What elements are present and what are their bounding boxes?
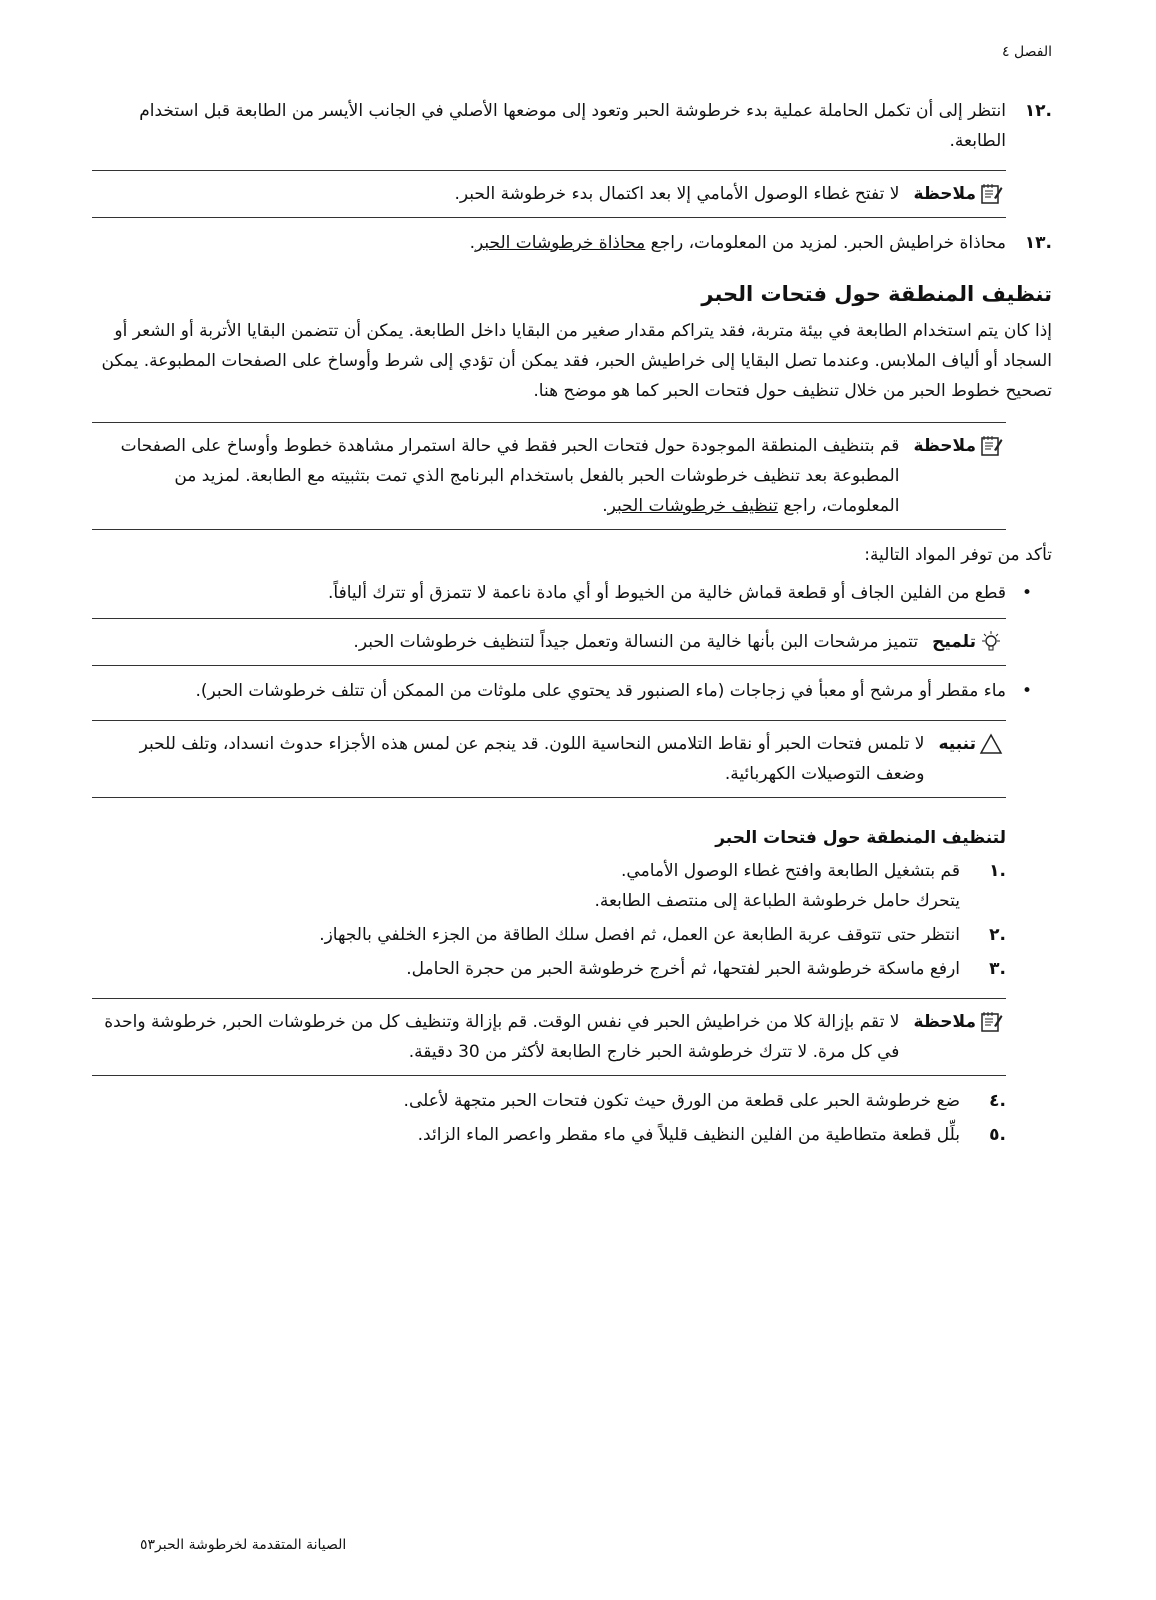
- footer-title: الصيانة المتقدمة لخرطوشة الحبر: [155, 1537, 347, 1553]
- main-content: [92, 96, 1052, 1150]
- note-text-body: قم بتنظيف المنطقة الموجودة حول فتحات الحبر فقط في حالة استمرار مشاهدة خطوط وأوساخ على الصفحات المطبوعة بعد تنظيف خرطوشات الحبر بالفعل باستخدام البرنامج الذي تمت بتثبيته مع الطابعة. لمزيد من المعلومات، راجع: [120, 436, 900, 516]
- procedure-step-3: [92, 954, 1006, 984]
- bullet-icon: •: [1021, 681, 1032, 701]
- materials-intro: تأكد من توفر المواد التالية:: [864, 545, 1052, 565]
- align-cartridges-link[interactable]: محاذاة خرطوشات الحبر: [474, 233, 646, 253]
- note-label: ملاحظة: [913, 436, 976, 456]
- list-item-text: ماء مقطر أو مرشح أو معبأ في زجاجات (ماء الصنبور قد يحتوي على ملوثات من الممكن أن تتلف خرطوشات الحبر).: [195, 681, 1006, 701]
- note-box: [92, 422, 1006, 530]
- note-label: ملاحظة: [913, 184, 976, 204]
- note-text: لا تقم بإزالة كلا من خراطيش الحبر في نفس الوقت. قم بإزالة وتنظيف كل من خرطوشات الحبر, خرطوشة واحدة في كل مرة. لا تترك خرطوشة الحبر خارج الطابعة لأكثر من 30 دقيقة.: [104, 1012, 900, 1062]
- note-icon: [976, 431, 1006, 461]
- list-item: [92, 676, 1032, 706]
- section-intro: إذا كان يتم استخدام الطابعة في بيئة متربة، فقد يتراكم مقدار صغير من البقايا داخل الطابعة. يمكن أن تتضمن البقايا الأتربة أو الشعر أو السجاد أو ألياف الملابس. وعندما تصل البقايا إلى خراطيش الحبر، فقد يمكن أن تؤدي إلى شرط وأوساخ على الصفحات المطبوعة. يمكن تصحيح خطوط الحبر من خلال تنظيف حول فتحات الحبر كما هو موضح هنا.: [101, 321, 1052, 401]
- step-text: انتظر إلى أن تكمل الحاملة عملية بدء خرطوشة الحبر وتعود إلى موضعها الأصلي في الجانب الأيسر من الطابعة قبل استخدام الطابعة.: [139, 101, 1006, 151]
- list-item-text: قطع من الفلين الجاف أو قطعة قماش خالية من الخيوط أو أي مادة ناعمة لا تتمزق أو تترك أليافاً.: [328, 583, 1006, 603]
- procedure-step-1: [92, 856, 1006, 916]
- caution-label: تنبيه: [938, 734, 976, 754]
- page-footer: [90, 1537, 346, 1553]
- note-box: [92, 170, 1006, 218]
- step-text: قم بتشغيل الطابعة وافتح غطاء الوصول الأمامي.: [621, 861, 960, 881]
- warning-triangle-icon: [976, 729, 1006, 759]
- step-number: .١: [989, 861, 1006, 881]
- note-icon: [976, 179, 1006, 209]
- step-13: [92, 228, 1052, 258]
- step-text: ضع خرطوشة الحبر على قطعة من الورق حيث تكون فتحات الحبر متجهة لأعلى.: [403, 1091, 960, 1111]
- note-text: [92, 431, 899, 521]
- procedure-title: لتنظيف المنطقة حول فتحات الحبر: [715, 828, 1006, 848]
- note-text-end: .: [602, 496, 608, 516]
- caution-box: [92, 720, 1006, 798]
- page-number: ٥٣: [140, 1537, 156, 1553]
- step-number: .١٣: [1024, 233, 1052, 253]
- step-text: ارفع ماسكة خرطوشة الحبر لفتحها، ثم أخرج خرطوشة الحبر من حجرة الحامل.: [406, 959, 960, 979]
- list-item: [92, 578, 1032, 608]
- step-number: .٥: [989, 1125, 1006, 1145]
- procedure-step-2: [92, 920, 1006, 950]
- note-icon: [976, 1007, 1006, 1037]
- step-text: [92, 228, 1006, 258]
- caution-text: لا تلمس فتحات الحبر أو نقاط التلامس النحاسية اللون. قد ينجم عن لمس هذه الأجزاء حدوث انسداد، وتلف للحبر وضعف التوصيلات الكهربائية.: [139, 734, 925, 784]
- note-label: ملاحظة: [913, 1012, 976, 1032]
- step-text-end: .: [469, 233, 475, 253]
- step-body: [92, 856, 960, 916]
- tip-box: [92, 618, 1006, 666]
- chapter-header: الفصل ٤: [1002, 44, 1052, 60]
- lightbulb-icon: [976, 627, 1006, 657]
- note-text: لا تفتح غطاء الوصول الأمامي إلا بعد اكتمال بدء خرطوشة الحبر.: [454, 184, 900, 204]
- clean-cartridges-link[interactable]: تنظيف خرطوشات الحبر: [607, 496, 779, 516]
- procedure-step-4: [92, 1086, 1006, 1116]
- step-text: بلِّل قطعة متطاطية من الفلين النظيف قليلاً في ماء مقطر واعصر الماء الزائد.: [417, 1125, 960, 1145]
- step-subtext: يتحرك حامل خرطوشة الطباعة إلى منتصف الطابعة.: [594, 891, 960, 911]
- tip-text: تتميز مرشحات البن بأنها خالية من النسالة وتعمل جيداً لتنظيف خرطوشات الحبر.: [353, 632, 919, 652]
- section-title: تنظيف المنطقة حول فتحات الحبر: [701, 282, 1052, 306]
- step-12: [92, 96, 1052, 156]
- bullet-icon: •: [1021, 583, 1032, 603]
- step-text: انتظر حتى تتوقف عربة الطابعة عن العمل، ثم افصل سلك الطاقة من الجزء الخلفي بالجهاز.: [319, 925, 960, 945]
- procedure-step-5: [92, 1120, 1006, 1150]
- step-number: .٣: [989, 959, 1006, 979]
- step-text-body: محاذاة خراطيش الحبر. لمزيد من المعلومات، راجع: [650, 233, 1006, 253]
- tip-label: تلميح: [932, 632, 976, 652]
- step-number: .٢: [989, 925, 1006, 945]
- step-number: .١٢: [1024, 101, 1052, 121]
- step-number: .٤: [989, 1091, 1006, 1111]
- note-box: [92, 998, 1006, 1076]
